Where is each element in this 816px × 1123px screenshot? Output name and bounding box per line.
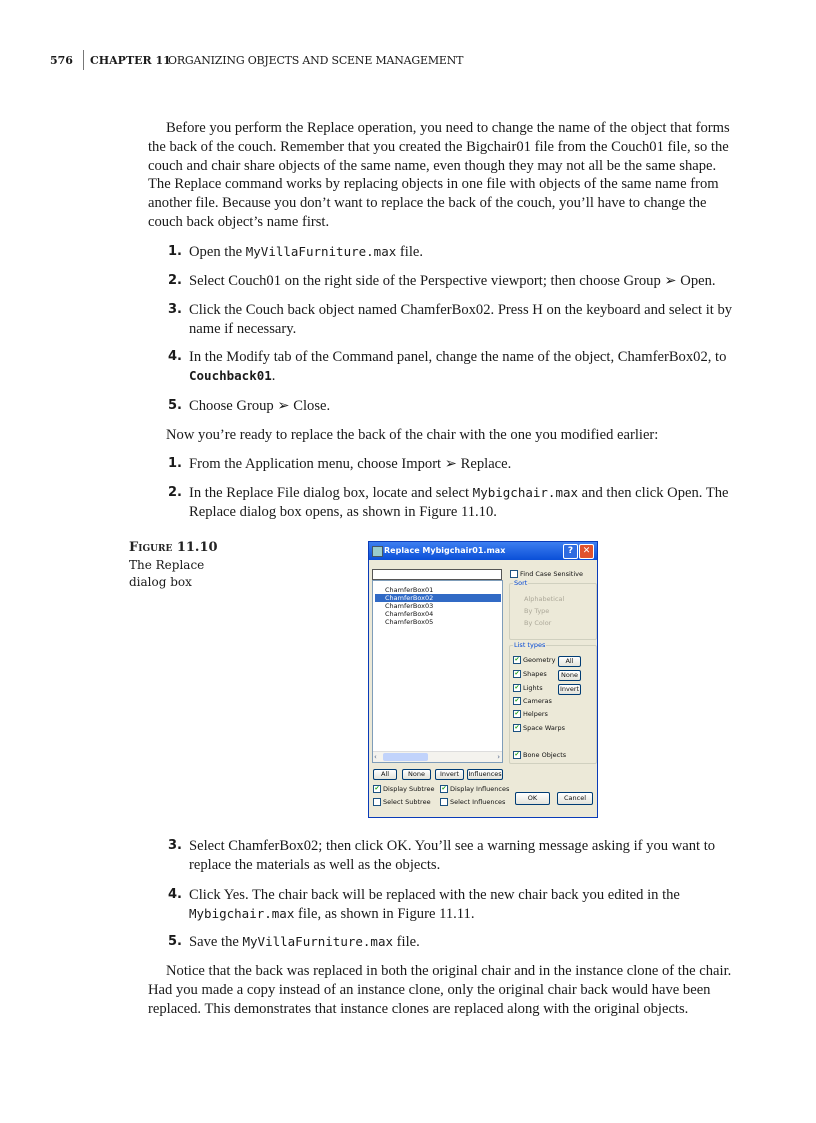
checkbox-label: Cameras (523, 697, 552, 705)
chapter-label: CHAPTER 11 (90, 54, 171, 67)
step-text (189, 348, 740, 386)
checkbox-label: Space Warps (523, 724, 566, 732)
step-a2 (168, 272, 740, 291)
sort-group (509, 579, 597, 640)
find-case-checkbox[interactable] (510, 570, 583, 578)
step-text (189, 243, 740, 262)
step-number: 4. (168, 887, 182, 902)
step-number: 1. (168, 244, 182, 259)
text: . (271, 367, 276, 384)
type-bone-objects-checkbox[interactable]: ✔ Bone Objects (514, 751, 567, 759)
title-bar (369, 542, 597, 560)
checkbox-label: Select Subtree (383, 798, 431, 806)
step-c3 (168, 837, 740, 875)
sort-by-color-radio[interactable]: By Color (524, 619, 552, 627)
text: file. (393, 934, 420, 950)
type-shapes-checkbox[interactable]: ✔ Shapes (514, 670, 547, 678)
step-number: 3. (168, 838, 182, 853)
step-number: 1. (168, 456, 182, 471)
step-text: Choose Group ➢ Close. (189, 398, 331, 414)
sort-alphabetical-radio[interactable]: Alphabetical (524, 595, 565, 603)
app-icon (372, 546, 383, 557)
step-text: Select ChamferBox02; then click OK. You’ll see a warning message asking if you want to replace the materials as well as the objects. (189, 838, 716, 873)
scroll-thumb[interactable] (383, 753, 428, 761)
step-c4 (168, 886, 740, 924)
intro-paragraph: Before you perform the Replace operation, you need to change the name of the object that forms the back of the couch. Remember that you created the Bigchair01 file from the Couch01 file, so the couch and chair share objects of the same name, even though they may not all be the same shape. The Replace command works by replacing objects in one file with objects of the same name from another file. Because you don’t want to replace the back of the couch, you’ll have to change the couch back object’s name first. (148, 120, 730, 230)
cancel-button[interactable]: Cancel (557, 792, 593, 805)
step-number: 2. (168, 273, 182, 288)
step-text: Click the Couch back object named ChamferBox02. Press H on the keyboard and select it by name if necessary. (189, 302, 733, 337)
object-name: Couchback01 (189, 367, 272, 383)
filename: MyVillaFurniture.max (242, 934, 394, 949)
step-number: 2. (168, 485, 182, 500)
page-number: 576 (50, 54, 73, 67)
list-item[interactable]: ChamferBox05 (385, 618, 434, 626)
type-cameras-checkbox[interactable]: ✔ Cameras (514, 697, 552, 705)
scroll-left-icon[interactable]: ‹ (374, 753, 377, 761)
checkbox-label: Lights (523, 684, 543, 692)
list-item-selected[interactable]: ChamferBox02 (375, 594, 501, 602)
step-b2 (168, 484, 740, 522)
step-a5 (168, 397, 740, 416)
transition-paragraph: Now you’re ready to replace the back of the chair with the one you modified earlier: (166, 427, 659, 443)
text: Open the (189, 244, 246, 260)
select-invert-button[interactable]: Invert (435, 769, 464, 780)
step-number: 5. (168, 398, 182, 413)
select-influences-button[interactable]: Influences (468, 770, 502, 778)
display-subtree-checkbox[interactable]: ✔ Display Subtree (374, 785, 435, 793)
group-label: List types (514, 641, 546, 649)
type-space-warps-checkbox[interactable]: ✔ Space Warps (514, 724, 566, 732)
text: file. (396, 244, 424, 260)
caption-line: dialog box (129, 575, 192, 589)
step-a3 (168, 301, 740, 339)
checkbox-label: Display Influences (450, 785, 510, 793)
checkbox-label: Bone Objects (523, 751, 567, 759)
checkbox-label: Shapes (523, 670, 547, 678)
chapter-title: ORGANIZING OBJECTS AND SCENE MANAGEMENT (168, 54, 464, 67)
types-all-button[interactable]: All (558, 656, 581, 667)
closing-paragraph: Notice that the back was replaced in both the original chair and in the instance clone of the chair. Had you made a copy instead of an instance clone, only the original chair back would have been replaced. This demonstrates that instance clones are replaced along with the original objects. (148, 963, 732, 1017)
text: file, as shown in Figure 11.11. (294, 905, 475, 922)
type-helpers-checkbox[interactable]: ✔ Helpers (514, 710, 548, 718)
step-number: 5. (168, 934, 182, 949)
select-none-button[interactable]: None (402, 769, 431, 780)
list-item[interactable]: ChamferBox01 (385, 586, 434, 594)
horizontal-scrollbar[interactable] (373, 751, 502, 762)
step-a1 (168, 243, 740, 262)
search-input[interactable] (372, 569, 502, 580)
select-all-button[interactable]: All (373, 769, 397, 780)
select-influences-checkbox[interactable] (440, 798, 505, 806)
step-text (189, 886, 740, 924)
checkbox-label: Helpers (523, 710, 548, 718)
step-text (189, 933, 740, 952)
filename: MyVillaFurniture.max (245, 244, 397, 259)
checkbox-label: Select Influences (450, 798, 506, 806)
step-text: Select Couch01 on the right side of the Perspective viewport; then choose Group ➢ Open. (189, 273, 716, 289)
sort-by-type-radio[interactable]: By Type (524, 607, 550, 615)
type-geometry-checkbox[interactable]: ✔ Geometry (514, 656, 556, 664)
figure-caption (129, 539, 218, 592)
figure-label: Figure 11.10 (129, 540, 218, 555)
caption-line: The Replace (129, 557, 205, 572)
help-button[interactable]: ? (563, 544, 578, 559)
types-none-button[interactable]: None (558, 670, 581, 681)
select-subtree-checkbox[interactable] (373, 798, 431, 806)
step-number: 4. (168, 349, 182, 364)
filename: Mybigchair.max (189, 905, 295, 921)
text: In the Modify tab of the Command panel, change the name of the object, ChamferBox02, to (189, 349, 727, 365)
replace-dialog (368, 541, 598, 818)
group-label: Sort (514, 579, 528, 587)
text: Save the (189, 934, 243, 950)
checkbox-label: Display Subtree (383, 785, 435, 793)
ok-button[interactable]: OK (515, 792, 550, 805)
display-influences-checkbox[interactable]: ✔ Display Influences (441, 785, 510, 793)
header-divider (83, 50, 84, 70)
step-text (189, 484, 740, 522)
step-number: 3. (168, 302, 182, 317)
filename: Mybigchair.max (472, 485, 579, 500)
step-a4 (168, 348, 740, 386)
checkbox-label: Geometry (523, 656, 556, 664)
text: and then click Open. The Replace dialog box opens, as shown in Figure 11.10. (189, 485, 729, 520)
close-button[interactable]: ✕ (579, 544, 594, 559)
checkbox-label: Find Case Sensitive (520, 570, 583, 578)
list-item[interactable]: ChamferBox04 (385, 610, 434, 618)
type-lights-checkbox[interactable]: ✔ Lights (514, 684, 543, 692)
scroll-right-icon[interactable]: › (497, 753, 500, 761)
step-b1 (168, 455, 740, 474)
step-text: From the Application menu, choose Import ➢ Replace. (189, 456, 512, 472)
dialog-title: Replace Mybigchair01.max (384, 546, 506, 555)
object-list[interactable] (372, 580, 503, 763)
text: Click Yes. The chair back will be replaced with the new chair back you edited in the (189, 887, 680, 903)
step-c5 (168, 933, 740, 952)
list-item[interactable]: ChamferBox03 (385, 602, 434, 610)
list-types-group (509, 641, 597, 764)
text: In the Replace File dialog box, locate and select (189, 485, 473, 501)
types-invert-button[interactable]: Invert (559, 685, 580, 693)
